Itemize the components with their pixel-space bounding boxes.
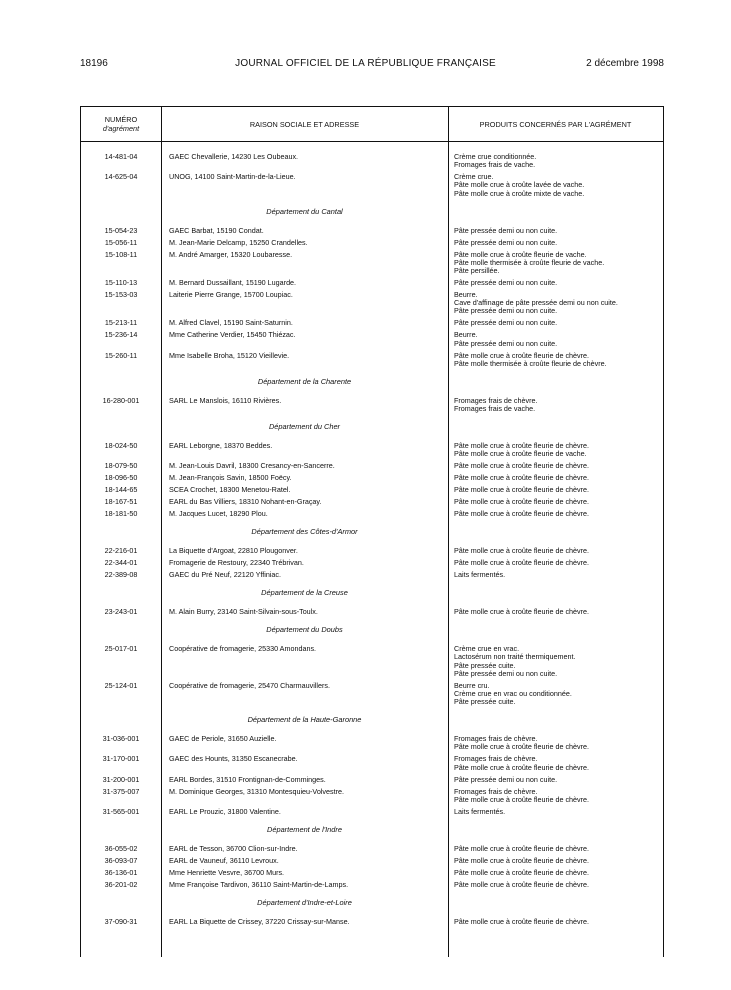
agrement-number: 37-090-31 xyxy=(104,916,138,926)
produit-line: Pâte molle crue à croûte mixte de vache. xyxy=(454,188,585,198)
raison-sociale: M. Bernard Dussaillant, 15190 Lugarde. xyxy=(169,278,297,287)
agrement-number: 16-280-001 xyxy=(102,395,140,405)
raison-sociale: M. André Amarger, 15320 Loubaresse. xyxy=(169,249,293,259)
agrement-number: 15-153-03 xyxy=(104,290,138,299)
produit-line: Cave d'affinage de pâte pressée demi ou non cuite. xyxy=(454,298,618,308)
produit-line: Pâte molle crue à croûte fleurie de vache. xyxy=(454,449,587,459)
raison-sociale: EARL de Tesson, 36700 Clion-sur-Indre. xyxy=(169,843,298,853)
raison-sociale: UNOG, 14100 Saint-Martin-de-la-Lieue. xyxy=(169,172,296,182)
agrement-number: 14-625-04 xyxy=(104,172,138,182)
department-heading: Département des Côtes-d'Armor xyxy=(251,527,358,537)
agrement-number: 36-055-02 xyxy=(104,843,138,853)
agrement-number: 14-481-04 xyxy=(104,152,138,161)
column-header-raison: RAISON SOCIALE ET ADRESSE xyxy=(249,119,360,129)
produit-line: Beurre. xyxy=(454,290,478,299)
produit-line: Pâte molle crue à croûte fleurie de chèvre. xyxy=(454,558,590,568)
produit-line: Fromages frais de chèvre. xyxy=(454,754,538,764)
page-number: 18196 xyxy=(80,58,108,69)
raison-sociale: M. Dominique Georges, 31310 Montesquieu-Volvestre. xyxy=(169,786,344,796)
produit-line: Pâte molle crue à croûte fleurie de chèvre. xyxy=(454,762,590,772)
agrement-number: 22-344-01 xyxy=(104,558,138,568)
raison-sociale: La Biquette d'Argoat, 22810 Plougonver. xyxy=(169,546,298,556)
agrement-number: 15-054-23 xyxy=(104,225,138,235)
produit-line: Pâte molle crue à croûte fleurie de chèvre. xyxy=(454,879,590,889)
raison-sociale: SCEA Crochet, 18300 Menetou-Ratel. xyxy=(169,485,291,495)
produits-list xyxy=(454,291,660,316)
produit-line: Fromages frais de vache. xyxy=(454,160,536,170)
agrement-number: 18-181-50 xyxy=(104,509,138,519)
department-heading: Département du Doubs xyxy=(266,625,343,635)
raison-sociale: EARL Le Prouzic, 31800 Valentine. xyxy=(169,806,281,816)
department-heading: Département de la Haute-Garonne xyxy=(247,715,362,725)
produit-line: Pâte molle crue à croûte fleurie de chèvre. xyxy=(454,509,590,519)
produits-list xyxy=(454,845,660,853)
produit-line: Pâte molle crue à croûte fleurie de chèvre. xyxy=(454,843,590,853)
produits-list xyxy=(454,498,660,506)
produit-line: Pâte molle thermisée à croûte fleurie de chèvre. xyxy=(454,358,607,368)
produits-list xyxy=(454,442,660,458)
produit-line: Beurre. xyxy=(454,330,478,340)
produit-line: Crème crue. xyxy=(454,172,494,182)
department-heading: Département de l'Indre xyxy=(267,824,342,834)
produit-line: Pâte molle crue à croûte fleurie de chèvre. xyxy=(454,461,590,471)
produits-list xyxy=(454,571,660,579)
raison-sociale: Mme Françoise Tardivon, 36110 Saint-Martin-de-Lamps. xyxy=(169,879,349,889)
produits-list xyxy=(454,279,660,287)
department-heading: Département d'Indre-et-Loire xyxy=(257,897,352,907)
journal-title: JOURNAL OFFICIEL DE LA RÉPUBLIQUE FRANÇAISE xyxy=(235,58,496,69)
produits-list xyxy=(454,153,660,169)
produits-list xyxy=(454,755,660,771)
raison-sociale: M. Alfred Clavel, 15190 Saint-Saturnin. xyxy=(169,318,293,328)
raison-sociale: Mme Henriette Vesvre, 36700 Murs. xyxy=(169,867,285,877)
produit-line: Crème crue en vrac. xyxy=(454,644,520,654)
raison-sociale: Coopérative de fromagerie, 25470 Charmauvillers. xyxy=(169,680,331,690)
produit-line: Fromages frais de chèvre. xyxy=(454,395,538,405)
produit-line: Crème crue en vrac ou conditionnée. xyxy=(454,689,572,698)
produits-list xyxy=(454,682,660,707)
department-heading: Département du Cantal xyxy=(266,206,343,216)
raison-sociale: GAEC Chevallerie, 14230 Les Oubeaux. xyxy=(169,152,299,161)
produit-line: Pâte molle crue à croûte fleurie de chèvre. xyxy=(454,916,590,926)
raison-sociale: Mme Isabelle Broha, 15120 Vieillevie. xyxy=(169,350,290,360)
raison-sociale: Laiterie Pierre Grange, 15700 Loupiac. xyxy=(169,290,293,299)
produit-line: Pâte molle thermisée à croûte fleurie de vache. xyxy=(454,257,605,267)
column-header-number-main: NUMÉRO xyxy=(104,115,138,124)
produit-line: Pâte persillée. xyxy=(454,266,500,275)
raison-sociale: M. Jacques Lucet, 18290 Plou. xyxy=(169,509,268,519)
raison-sociale: Mme Catherine Verdier, 15450 Thiézac. xyxy=(169,330,296,340)
department-heading: Département de la Creuse xyxy=(261,588,348,598)
produits-list xyxy=(454,510,660,518)
column-header-produits: PRODUITS CONCERNÉS PAR L'AGRÉMENT xyxy=(479,119,632,129)
produit-line: Pâte molle crue à croûte fleurie de chèvre. xyxy=(454,441,590,450)
agrement-number: 31-170-001 xyxy=(102,754,140,764)
raison-sociale: SARL Le Manslois, 16110 Rivières. xyxy=(169,395,282,405)
produit-line: Lactosérum non traité thermiquement. xyxy=(454,652,576,662)
produits-list xyxy=(454,227,660,235)
produits-list xyxy=(454,869,660,877)
produit-line: Pâte molle crue à croûte lavée de vache. xyxy=(454,180,585,190)
raison-sociale: GAEC du Pré Neuf, 22120 Yffiniac. xyxy=(169,570,282,580)
agrement-number: 36-136-01 xyxy=(104,867,138,877)
produit-line: Fromages frais de vache. xyxy=(454,404,536,413)
produit-line: Pâte pressée demi ou non cuite. xyxy=(454,225,558,235)
produits-list xyxy=(454,788,660,804)
raison-sociale: EARL de Vauneuf, 36110 Levroux. xyxy=(169,855,279,865)
produit-line: Laits fermentés. xyxy=(454,806,506,816)
produit-line: Pâte molle crue à croûte fleurie de chèvre. xyxy=(454,473,590,483)
produit-line: Pâte molle crue à croûte fleurie de chèvre. xyxy=(454,867,590,877)
produits-list xyxy=(454,397,660,413)
produit-line: Pâte molle crue à croûte fleurie de chèvre. xyxy=(454,794,590,804)
produit-line: Pâte pressée cuite. xyxy=(454,697,516,707)
agrement-number: 22-216-01 xyxy=(104,546,138,556)
agrement-number: 31-565-001 xyxy=(102,806,140,816)
produits-list xyxy=(454,881,660,889)
agrement-number: 18-079-50 xyxy=(104,461,138,471)
produit-line: Pâte pressée demi ou non cuite. xyxy=(454,237,558,247)
department-heading: Département de la Charente xyxy=(257,376,352,386)
raison-sociale: Coopérative de fromagerie, 25330 Amondans. xyxy=(169,644,317,654)
produit-line: Fromages frais de chèvre. xyxy=(454,786,538,796)
raison-sociale: M. Jean-Louis Davril, 18300 Cresancy-en-Sancerre. xyxy=(169,461,335,471)
produit-line: Pâte pressée demi ou non cuite. xyxy=(454,774,558,784)
raison-sociale: GAEC des Hounts, 31350 Escanecrabe. xyxy=(169,754,298,764)
column-header-number-sub: d'agrément xyxy=(102,124,140,133)
raison-sociale: M. Alain Burry, 23140 Saint-Silvain-sous-Toulx. xyxy=(169,607,318,617)
column-header-number xyxy=(81,107,161,141)
agrement-number: 15-110-13 xyxy=(104,278,138,287)
produit-line: Pâte molle crue à croûte fleurie de chèvre. xyxy=(454,350,590,360)
agrement-number: 15-260-11 xyxy=(104,350,138,360)
produits-list xyxy=(454,319,660,327)
produit-line: Pâte pressée demi ou non cuite. xyxy=(454,338,558,348)
produit-line: Pâte pressée cuite. xyxy=(454,660,516,670)
agrement-table xyxy=(80,106,664,957)
raison-sociale: EARL La Biquette de Crissey, 37220 Crissay-sur-Manse. xyxy=(169,916,350,926)
produit-line: Laits fermentés. xyxy=(454,570,506,580)
produits-list xyxy=(454,486,660,494)
produits-list xyxy=(454,918,660,926)
raison-sociale: EARL Leborgne, 18370 Beddes. xyxy=(169,441,273,450)
agrement-number: 15-236-14 xyxy=(104,330,138,340)
produits-list xyxy=(454,776,660,784)
agrement-number: 31-375-007 xyxy=(102,786,140,796)
produit-line: Pâte molle crue à croûte fleurie de chèvre. xyxy=(454,497,590,507)
agrement-number: 23-243-01 xyxy=(104,607,138,617)
produits-list xyxy=(454,547,660,555)
produit-line: Pâte molle crue à croûte fleurie de vache. xyxy=(454,249,587,259)
produit-line: Pâte pressée demi ou non cuite. xyxy=(454,668,558,678)
agrement-number: 18-096-50 xyxy=(104,473,138,483)
produit-line: Crème crue conditionnée. xyxy=(454,152,537,161)
agrement-number: 36-093-07 xyxy=(104,855,138,865)
publication-date: 2 décembre 1998 xyxy=(586,58,664,69)
produits-list xyxy=(454,474,660,482)
agrement-number: 25-017-01 xyxy=(104,644,138,654)
produits-list xyxy=(454,173,660,198)
agrement-number: 18-167-51 xyxy=(104,497,138,507)
raison-sociale: Fromagerie de Restoury, 22340 Trébrivan. xyxy=(169,558,304,568)
raison-sociale: GAEC Barbat, 15190 Condat. xyxy=(169,225,264,235)
agrement-number: 36-201-02 xyxy=(104,879,138,889)
raison-sociale: M. Jean-François Savin, 18500 Foëcy. xyxy=(169,473,292,483)
produit-line: Pâte molle crue à croûte fleurie de chèvre. xyxy=(454,742,590,752)
produit-line: Pâte pressée demi ou non cuite. xyxy=(454,306,558,316)
produits-list xyxy=(454,462,660,470)
agrement-number: 15-213-11 xyxy=(104,318,138,328)
produit-line: Pâte molle crue à croûte fleurie de chèvre. xyxy=(454,485,590,495)
produits-list xyxy=(454,559,660,567)
agrement-number: 18-144-65 xyxy=(104,485,138,495)
produit-line: Beurre cru. xyxy=(454,680,490,690)
raison-sociale: GAEC de Periole, 31650 Auzielle. xyxy=(169,734,277,744)
produit-line: Pâte molle crue à croûte fleurie de chèvre. xyxy=(454,607,590,617)
produits-list xyxy=(454,808,660,816)
agrement-number: 31-036-001 xyxy=(102,734,140,744)
agrement-number: 15-056-11 xyxy=(104,237,138,247)
raison-sociale: M. Jean-Marie Delcamp, 15250 Crandelles. xyxy=(169,237,308,247)
produits-list xyxy=(454,239,660,247)
raison-sociale: EARL Bordes, 31510 Frontignan-de-Comminges. xyxy=(169,774,326,784)
produit-line: Pâte pressée demi ou non cuite. xyxy=(454,318,558,328)
agrement-number: 15-108-11 xyxy=(104,249,138,259)
agrement-number: 25-124-01 xyxy=(104,680,138,690)
produits-list xyxy=(454,331,660,347)
table-header xyxy=(81,107,663,142)
produits-list xyxy=(454,608,660,616)
produit-line: Pâte pressée demi ou non cuite. xyxy=(454,278,558,287)
produits-list xyxy=(454,645,660,678)
produit-line: Pâte molle crue à croûte fleurie de chèvre. xyxy=(454,546,590,556)
agrement-number: 31-200-001 xyxy=(102,774,140,784)
raison-sociale: EARL du Bas Villiers, 18310 Nohant-en-Graçay. xyxy=(169,497,322,507)
produits-list xyxy=(454,857,660,865)
produits-list xyxy=(454,735,660,751)
agrement-number: 22-389-08 xyxy=(104,570,138,580)
produit-line: Pâte molle crue à croûte fleurie de chèvre. xyxy=(454,855,590,865)
column-divider xyxy=(448,107,449,957)
produit-line: Fromages frais de chèvre. xyxy=(454,734,538,744)
agrement-number: 18-024-50 xyxy=(104,441,138,450)
department-heading: Département du Cher xyxy=(268,422,341,431)
produits-list xyxy=(454,352,660,368)
produits-list xyxy=(454,251,660,276)
